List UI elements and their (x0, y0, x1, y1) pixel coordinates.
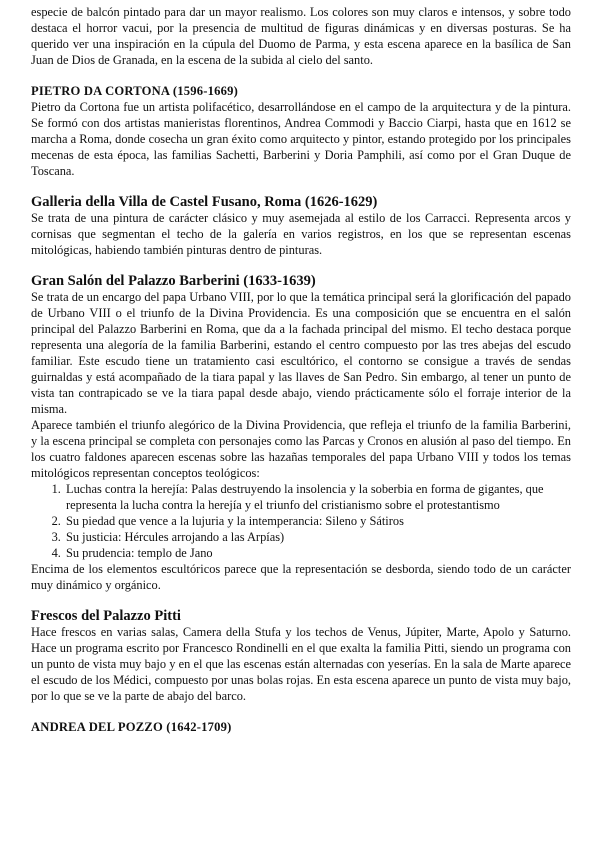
paragraph-cortona: Pietro da Cortona fue un artista polifacético, desarrollándose en el campo de la arquitectura y de la pintura. Se formó con dos artistas manieristas florentinos, Andrea Commodi y Baccio Ciarpi, hasta que en 1612 se marcha a Roma, donde cosecha un gran éxito como arquitecto y pintor, estando protegido por los principales mecenas de esta época, las familias Sachetti, Barberini y Doria Pamphili, así como por el Gran Duque de Toscana. (31, 100, 571, 178)
intro-paragraph: especie de balcón pintado para dar un mayor realismo. Los colores son muy claros e intensos, y sobre todo destaca el horror vacui, por la presencia de multitud de figuras dinámicas y en diversas posturas. Se ha querido ver una inspiración en la cúpula del Duomo de Parma, y esta escena aparece en la basílica de San Juan de Dios de Granada, en la escena de la subida al cielo del santo. (31, 5, 571, 67)
list-item: 4. Su prudencia: templo de Jano (64, 545, 571, 561)
heading-pozzo: ANDREA DEL POZZO (1642-1709) (31, 720, 232, 734)
paragraph-pitti: Hace frescos en varias salas, Camera della Stufa y los techos de Venus, Júpiter, Marte, Apolo y Saturno. Hace un programa escrito por Francesco Rondinelli en el que exalta la familia Pitti, siendo un programa con un punto de vista muy bajo y en el que las escenas están alternadas con yeserías. En la sala de Marte aparece el escudo de los Médici, compuesto por unas bolas rojas. En esta escena aparece un punto de vista muy bajo, por lo que se ve la parte de abajo del barco. (31, 625, 571, 703)
heading-cortona: PIETRO DA CORTONA (1596-1669) (31, 84, 238, 98)
heading-barberini: Gran Salón del Palazzo Barberini (1633-1639) (31, 273, 316, 289)
paragraph-barberini-2: Aparece también el triunfo alegórico de la Divina Providencia, que refleja el triunfo de la familia Barberini, y la escena principal se completa con personajes como las Parcas y Cronos en alusión al paso del tiempo. En los cuatro faldones aparecen escenas sobre las hazañas temporales del papa Urbano VIII y todos los temas mitológicos representan conceptos teológicos: (31, 418, 571, 480)
section-barberini (31, 273, 571, 593)
paragraph-barberini-1: Se trata de un encargo del papa Urbano VIII, por lo que la temática principal será la glorificación del papado de Urbano VIII o el triunfo de la Divina Providencia. Es una composición que se encuentra en el salón principal del Palazzo Barberini en Roma, que da a la fachada principal del mismo. El techo destaca porque representa una alegoría de la familia Barberini, estando el centro compuesto por las tres abejas del escudo familiar. Este escudo tiene un tratamiento casi escultórico, el contorno se consigue a través de sendas guirnaldas y está acompañado de la tiara papal y las llaves de San Pedro. Sin embargo, al tener un punto de vista tan contrapicado se ve la tiara papal desde abajo, viendo prácticamente sólo el forraje interior de la misma. (31, 290, 571, 416)
section-pitti (31, 608, 571, 704)
document-page (31, 4, 571, 735)
paragraph-barberini-3: Encima de los elementos escultóricos parece que la representación se desborda, siendo todo de un carácter muy dinámico y orgánico. (31, 562, 571, 592)
section-cortona (31, 83, 571, 179)
heading-pitti: Frescos del Palazzo Pitti (31, 608, 181, 624)
concepts-list (31, 481, 571, 561)
heading-galleria: Galleria della Villa de Castel Fusano, Roma (1626-1629) (31, 194, 378, 210)
list-item: 1. Luchas contra la herejía: Palas destruyendo la insolencia y la soberbia en forma de gigantes, que representa la lucha contra la herejía y el triunfo del cristianismo sobre el protestantismo (64, 481, 571, 513)
list-item: 2. Su piedad que vence a la lujuria y la intemperancia: Sileno y Sátiros (64, 513, 571, 529)
section-galleria (31, 194, 571, 258)
paragraph-galleria: Se trata de una pintura de carácter clásico y muy asemejada al estilo de los Carracci. Representa arcos y cornisas que segmentan el techo de la galería en varios registros, en los que se representan escenas mitológicas, habiendo también pinturas dentro de pinturas. (31, 211, 571, 257)
section-pozzo (31, 719, 571, 735)
list-item: 3. Su justicia: Hércules arrojando a las Arpías) (64, 529, 571, 545)
